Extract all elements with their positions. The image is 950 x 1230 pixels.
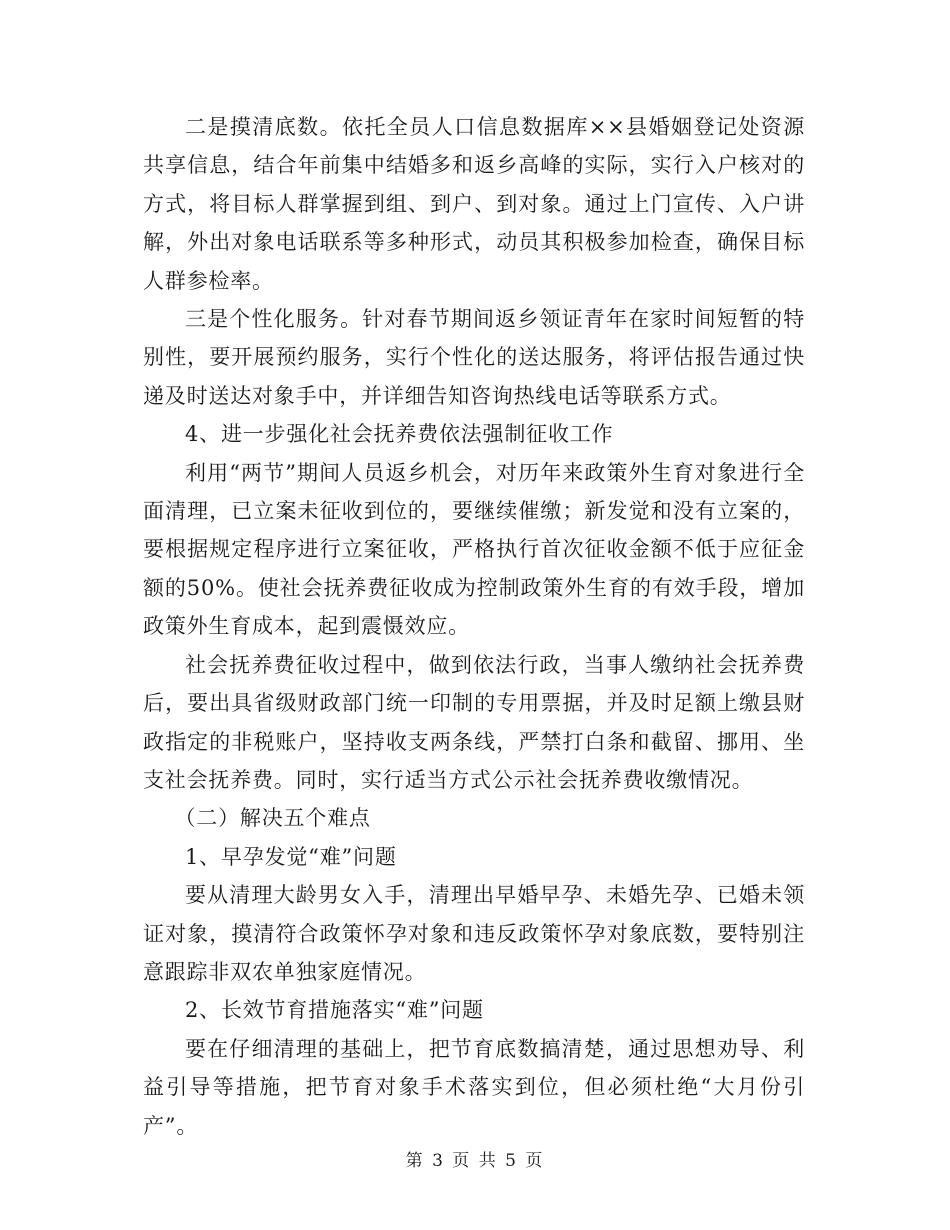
heading-social-fee-collection: 4、进一步强化社会抚养费依法强制征收工作 xyxy=(185,422,614,447)
heading-five-difficulties: （二）解决五个难点 xyxy=(174,806,371,831)
heading-long-term-measures: 2、长效节育措施落实“难”问题 xyxy=(185,998,484,1023)
paragraph-early-pregnancy: 要从清理大龄男女入手，清理出早婚早孕、未婚先孕、已婚未领证对象，摸清符合政策怀孕对象和违反政策怀孕对象底数，要特别注意跟踪非双农单独家庭情况。 xyxy=(143,883,805,984)
paragraph-personalized-service: 三是个性化服务。针对春节期间返乡领证青年在家时间短暂的特别性，要开展预约服务，实行个性化的送达服务，将评估报告通过快递及时送达对象手中，并详细告知咨询热线电话等联系方式。 xyxy=(143,307,805,408)
paragraph-investigate-base: 二是摸清底数。依托全员人口信息数据库××县婚姻登记处资源共享信息，结合年前集中结婚多和返乡高峰的实际，实行入户核对的方式，将目标人群掌握到组、到户、到对象。通过上门宣传、入户讲解，外出对象电话联系等多种形式，动员其积极参加检查，确保目标人群参检率。 xyxy=(143,115,805,293)
document-body xyxy=(143,108,805,1145)
paragraph-holiday-clearance: 利用“两节”期间人员返乡机会，对历年来政策外生育对象进行全面清理，已立案未征收到位的，要继续催缴；新发觉和没有立案的，要根据规定程序进行立案征收，严格执行首次征收金额不低于应征金额的50%。使社会抚养费征收成为控制政策外生育的有效手段，增加政策外生育成本，起到震慑效应。 xyxy=(143,460,805,639)
paragraph-long-term-measures: 要在仔细清理的基础上，把节育底数搞清楚，通过思想劝导、利益引导等措施，把节育对象手术落实到位，但必须杜绝“大月份引产”。 xyxy=(143,1036,805,1138)
page-number-footer: 第 3 页 共 5 页 xyxy=(405,1151,545,1171)
heading-early-pregnancy: 1、早孕发觉“难”问题 xyxy=(185,844,397,869)
paragraph-lawful-administration: 社会抚养费征收过程中，做到依法行政，当事人缴纳社会抚养费后，要出具省级财政部门统一印制的专用票据，并及时足额上缴县财政指定的非税账户，坚持收支两条线，严禁打白条和截留、挪用、坐支社会抚养费。同时，实行适当方式公示社会抚养费收缴情况。 xyxy=(143,652,805,792)
